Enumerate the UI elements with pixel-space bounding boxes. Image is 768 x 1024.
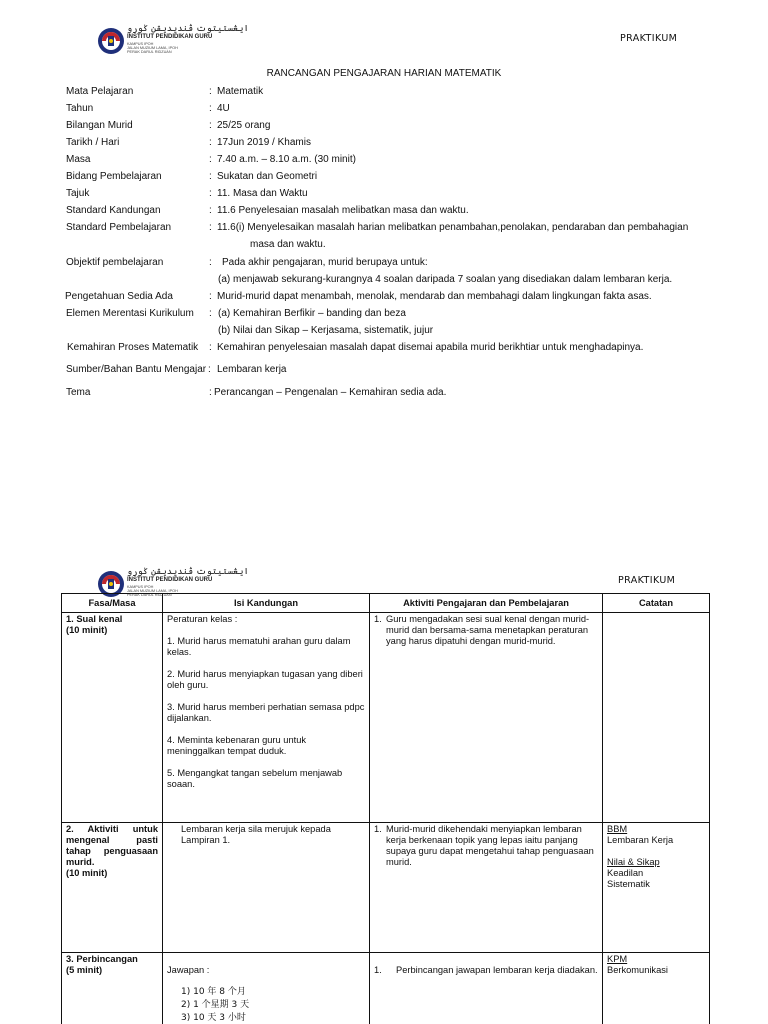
logo-line: KAMPUS IPOH — [127, 585, 154, 589]
info-value: 11.6 Penyelesaian masalah melibatkan masa dan waktu. — [217, 205, 469, 216]
praktikum-header: PRAKTIKUM — [618, 575, 676, 586]
aktiviti-text: Guru mengadakan sesi sual kenal dengan murid-murid dan bersama-sama menetapkan peraturan yang harus dipatuhi dengan murid-murid. — [386, 614, 590, 646]
info-value: Perancangan – Pengenalan – Kemahiran sedia ada. — [214, 387, 447, 398]
nilai-sikap-label: Nilai & Sikap — [607, 857, 660, 867]
table-row — [62, 613, 710, 823]
jawapan-item: 1) 10 年 8 个月 — [181, 987, 246, 997]
aktiviti-item — [374, 965, 598, 976]
isi-text: Lembaran kerja sila merujuk kepada Lampiran 1. — [181, 824, 331, 845]
logo-institute-name: INSTITUT PENDIDIKAN GURU — [127, 577, 213, 583]
aktiviti-number: 1. — [374, 965, 382, 975]
fasa-cell — [62, 823, 163, 953]
aktiviti-list — [374, 965, 598, 976]
info-colon: : — [209, 137, 212, 148]
info-colon: : — [209, 222, 212, 233]
info-value: 4U — [217, 103, 230, 114]
isi-title: Peraturan kelas : — [167, 614, 238, 624]
objektif-item: (a) menjawab sekurang-kurangnya 4 soalan daripada 7 soalan yang disediakan dalam lembaran kerja. — [218, 274, 673, 285]
logo-arabic-text: ايڠستيتوت ڤنديديقن ݢورو — [127, 567, 249, 577]
isi-item: 1. Murid harus mematuhi arahan guru dalam kelas. — [167, 636, 351, 657]
info-colon: : — [208, 364, 211, 375]
info-value: Matematik — [217, 86, 264, 97]
info-label: Objektif pembelajaran — [66, 257, 164, 268]
lesson-plan-table — [61, 593, 710, 1024]
isi-cell — [163, 953, 370, 1024]
isi-item: 2. Murid harus menyiapkan tugasan yang diberi oleh guru. — [167, 669, 363, 690]
info-value-continued: (b) Nilai dan Sikap – Kerjasama, sistematik, jujur — [218, 325, 434, 336]
aktiviti-number: 1. — [374, 824, 382, 834]
info-colon: : — [209, 103, 212, 114]
info-colon: : — [209, 120, 212, 131]
isi-cell — [163, 613, 370, 823]
table-row — [62, 823, 710, 953]
info-value: Lembaran kerja — [217, 364, 287, 375]
info-colon: : — [209, 308, 212, 319]
fasa-title: 3. Perbincangan — [66, 954, 138, 964]
fasa-cell — [62, 953, 163, 1024]
info-label: Tajuk — [66, 188, 90, 199]
info-label: Tarikh / Hari — [66, 137, 120, 148]
praktikum-header: PRAKTIKUM — [620, 33, 678, 44]
isi-title: Jawapan : — [167, 965, 210, 975]
logo-line: PERAK DARUL RIDZUAN — [127, 593, 172, 597]
info-label: Tahun — [66, 103, 94, 114]
isi-cell — [163, 823, 370, 953]
table-header-row — [62, 594, 710, 613]
kpm-value: Berkomunikasi — [607, 965, 668, 975]
aktiviti-item — [374, 614, 598, 647]
logo-institute-name: INSTITUT PENDIDIKAN GURU — [127, 34, 213, 40]
info-value: 11. Masa dan Waktu — [217, 188, 308, 199]
nilai-value: Sistematik — [607, 879, 650, 889]
info-label: Kemahiran Proses Matematik — [67, 342, 199, 353]
catatan-cell — [603, 613, 710, 823]
aktiviti-number: 1. — [374, 614, 382, 624]
kpm-label: KPM — [607, 954, 628, 964]
info-colon: : — [209, 86, 212, 97]
info-colon: : — [209, 387, 212, 398]
info-value-continued: masa dan waktu. — [250, 239, 326, 250]
aktiviti-list — [374, 824, 598, 868]
info-value: Kemahiran penyelesaian masalah dapat disemai apabila murid berikhtiar untuk menghadapinya. — [217, 342, 644, 353]
nilai-value: Keadilan — [607, 868, 644, 878]
column-header-fasa: Fasa/Masa — [62, 594, 163, 613]
catatan-cell — [603, 823, 710, 953]
isi-item: 4. Meminta kebenaran guru untuk meninggalkan tempat duduk. — [167, 735, 307, 756]
info-label: Bilangan Murid — [66, 120, 133, 131]
logo-line: JALAN MUZIUM LAMA, IPOH — [127, 46, 178, 50]
bbm-value: Lembaran Kerja — [607, 835, 674, 845]
aktiviti-text: Perbincangan jawapan lembaran kerja diadakan. — [396, 965, 598, 975]
document-title: RANCANGAN PENGAJARAN HARIAN MATEMATIK — [266, 68, 502, 79]
catatan-cell — [603, 953, 710, 1024]
info-label: Elemen Merentasi Kurikulum — [66, 308, 194, 319]
info-colon: : — [209, 257, 212, 268]
column-header-catatan: Catatan — [603, 594, 710, 613]
jawapan-item: 3) 10 天 3 小时 — [181, 1013, 246, 1023]
info-value: (a) Kemahiran Berfikir – banding dan beza — [218, 308, 406, 319]
info-colon: : — [209, 205, 212, 216]
isi-item: 3. Murid harus memberi perhatian semasa pdpc dijalankan. — [167, 702, 365, 723]
institute-emblem-icon — [97, 24, 125, 58]
info-label: Standard Kandungan — [66, 205, 161, 216]
fasa-title: 2. Aktiviti untuk mengenal pasti tahap penguasaan murid. — [66, 824, 158, 867]
aktiviti-cell — [370, 613, 603, 823]
institute-logo — [97, 24, 249, 64]
aktiviti-item — [374, 824, 598, 868]
logo-line: PERAK DARUL RIDZUAN — [127, 50, 172, 54]
fasa-time: (10 minit) — [66, 625, 108, 635]
info-label: Masa — [66, 154, 91, 165]
info-value: 11.6(i) Menyelesaikan masalah harian melibatkan penambahan,penolakan, pendaraban dan pembahagian — [217, 222, 689, 233]
logo-line: JALAN MUZIUM LAMA, IPOH — [127, 589, 178, 593]
fasa-cell — [62, 613, 163, 823]
info-colon: : — [209, 154, 212, 165]
info-label: Bidang Pembelajaran — [66, 171, 162, 182]
logo-arabic-text: ايڠستيتوت ڤنديديقن ݢورو — [127, 24, 249, 34]
aktiviti-list — [374, 614, 598, 647]
info-value: 25/25 orang — [217, 120, 271, 131]
info-value: Pada akhir pengajaran, murid berupaya untuk: — [222, 257, 428, 268]
info-label: Standard Pembelajaran — [66, 222, 172, 233]
aktiviti-text: Murid-murid dikehendaki menyiapkan lembaran kerja berkenaan topik yang lepas iaitu panjang supaya guru dapat mengetahui tahap penguasaan murid. — [386, 824, 594, 867]
info-label: Tema — [66, 387, 91, 398]
aktiviti-cell — [370, 953, 603, 1024]
table-row — [62, 953, 710, 1024]
logo-line: KAMPUS IPOH — [127, 42, 154, 46]
aktiviti-cell — [370, 823, 603, 953]
info-label: Mata Pelajaran — [66, 86, 134, 97]
info-colon: : — [209, 188, 212, 199]
info-colon: : — [209, 291, 212, 302]
column-header-aktiviti: Aktiviti Pengajaran dan Pembelajaran — [370, 594, 603, 613]
info-value: 17Jun 2019 / Khamis — [217, 137, 311, 148]
info-value: Murid-murid dapat menambah, menolak, mendarab dan membahagi dalam lingkungan fakta asas. — [217, 291, 652, 302]
column-header-isi: Isi Kandungan — [163, 594, 370, 613]
bbm-label: BBM — [607, 824, 628, 834]
fasa-time: (10 minit) — [66, 868, 108, 878]
info-label: Pengetahuan Sedia Ada — [65, 291, 173, 302]
info-label: Sumber/Bahan Bantu Mengajar — [66, 364, 207, 375]
fasa-title: 1. Sual kenal — [66, 614, 123, 624]
info-value: Sukatan dan Geometri — [217, 171, 318, 182]
fasa-time: (5 minit) — [66, 965, 103, 975]
isi-item: 5. Mengangkat tangan sebelum menjawab soaan. — [167, 768, 343, 789]
info-colon: : — [209, 171, 212, 182]
info-colon: : — [209, 342, 212, 353]
info-value: 7.40 a.m. – 8.10 a.m. (30 minit) — [217, 154, 356, 165]
jawapan-item: 2) 1 个星期 3 天 — [181, 1000, 250, 1010]
